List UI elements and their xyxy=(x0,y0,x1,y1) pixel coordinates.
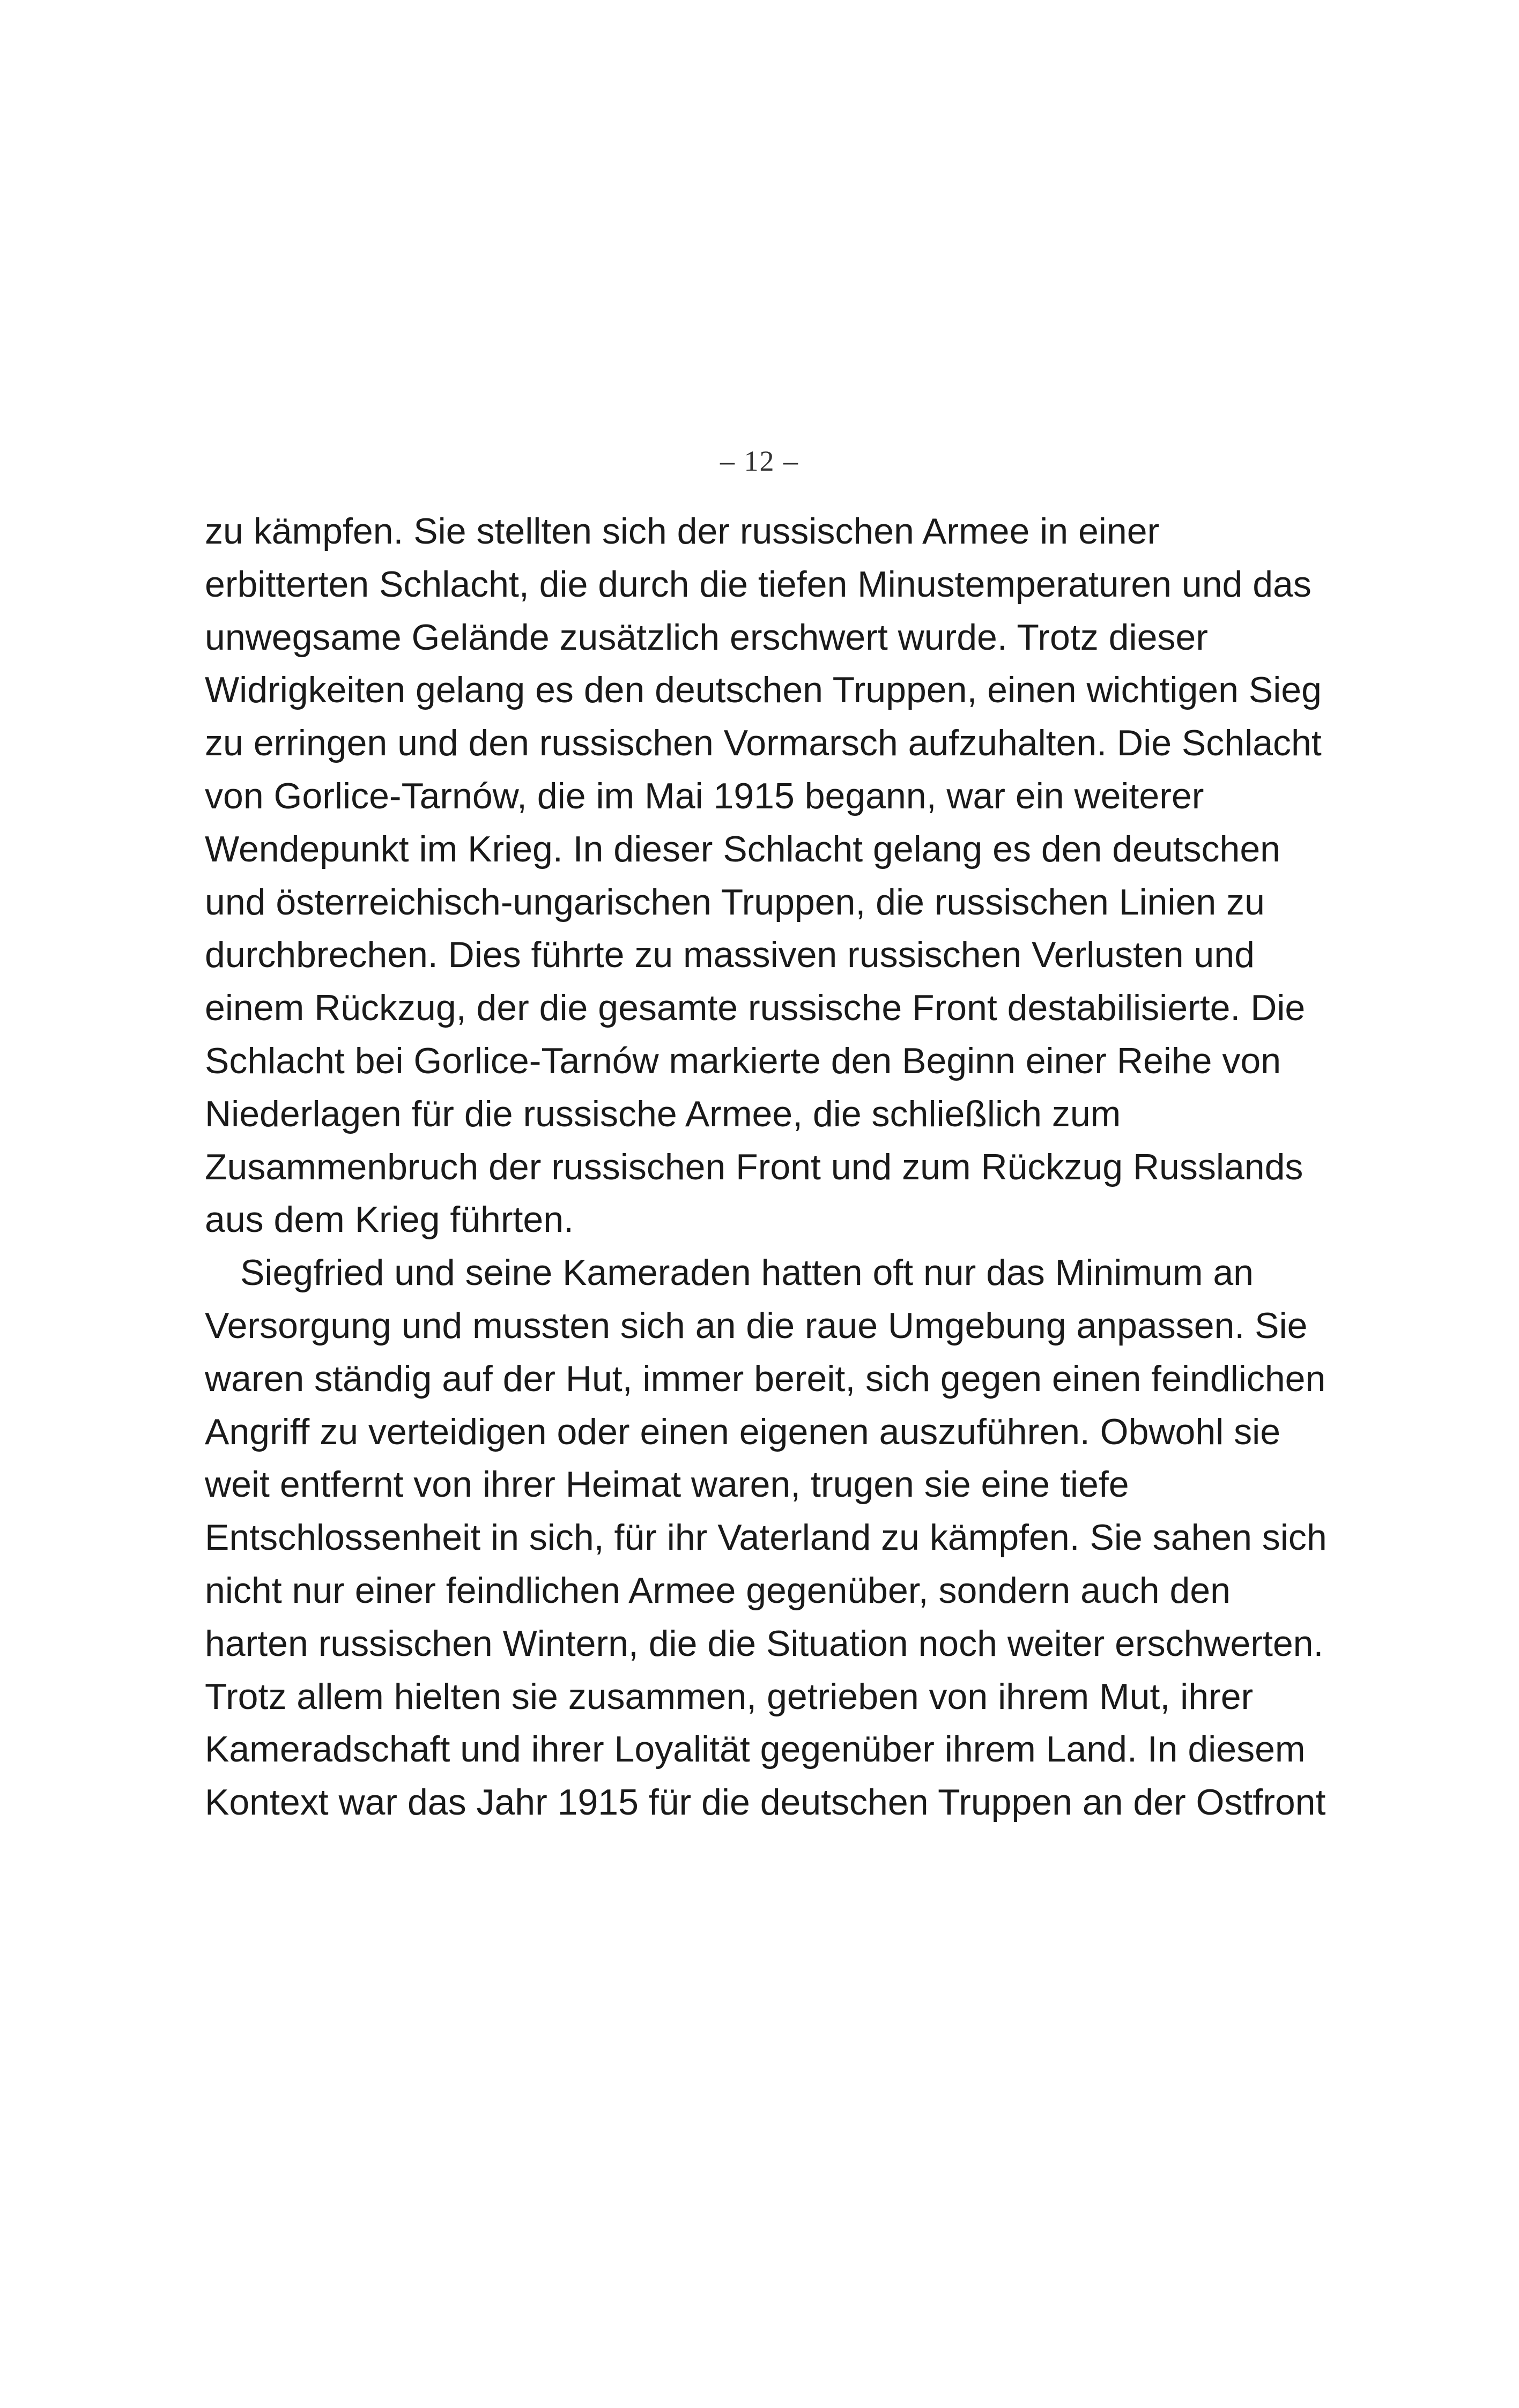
text-line: waren ständig auf der Hut, immer bereit, sich gegen einen feindlichen xyxy=(205,1358,1326,1399)
text-line: Zusammenbruch der russischen Front und zum Rückzug Russlands xyxy=(205,1146,1303,1187)
text-line: Trotz allem hielten sie zusammen, getrieben von ihrem Mut, ihrer xyxy=(205,1676,1254,1717)
text-line: Wendepunkt im Krieg. In dieser Schlacht gelang es den deutschen xyxy=(205,828,1280,869)
text-line: zu erringen und den russischen Vormarsch aufzuhalten. Die Schlacht xyxy=(205,723,1322,764)
paragraph-1 xyxy=(205,505,1321,1246)
text-line: Siegfried und seine Kameraden hatten oft nur das Minimum an xyxy=(240,1252,1254,1294)
text-line: Schlacht bei Gorlice-Tarnów markierte den Beginn einer Reihe von xyxy=(205,1040,1281,1081)
text-line: einem Rückzug, der die gesamte russische Front destabilisierte. Die xyxy=(205,987,1306,1029)
text-line: durchbrechen. Dies führte zu massiven russischen Verlusten und xyxy=(205,934,1255,976)
text-line: harten russischen Wintern, die die Situation noch weiter erschwerten. xyxy=(205,1623,1324,1664)
text-line: nicht nur einer feindlichen Armee gegenüber, sondern auch den xyxy=(205,1570,1231,1611)
text-line: Angriff zu verteidigen oder einen eigenen auszuführen. Obwohl sie xyxy=(205,1411,1281,1452)
page-number: – 12 – xyxy=(720,445,799,477)
text-line: Widrigkeiten gelang es den deutschen Truppen, einen wichtigen Sieg xyxy=(205,670,1322,711)
text-line: zu kämpfen. Sie stellten sich der russischen Armee in einer xyxy=(205,511,1160,552)
text-line: erbitterten Schlacht, die durch die tiefen Minustemperaturen und das xyxy=(205,563,1311,605)
body-text xyxy=(205,505,1327,1829)
text-line: aus dem Krieg führten. xyxy=(205,1199,574,1240)
text-line: Kontext war das Jahr 1915 für die deutschen Truppen an der Ostfront xyxy=(205,1782,1326,1823)
text-line: Entschlossenheit in sich, für ihr Vaterland zu kämpfen. Sie sahen sich xyxy=(205,1517,1327,1558)
text-line: Versorgung und mussten sich an die raue Umgebung anpassen. Sie xyxy=(205,1305,1308,1346)
text-line: Niederlagen für die russische Armee, die schließlich zum xyxy=(205,1093,1121,1134)
paragraph-2 xyxy=(205,1246,1327,1829)
text-line: weit entfernt von ihrer Heimat waren, trugen sie eine tiefe xyxy=(205,1464,1129,1505)
text-line: Kameradschaft und ihrer Loyalität gegenüber ihrem Land. In diesem xyxy=(205,1729,1306,1770)
text-line: und österreichisch-ungarischen Truppen, die russischen Linien zu xyxy=(205,881,1265,923)
text-line: von Gorlice-Tarnów, die im Mai 1915 begann, war ein weiterer xyxy=(205,775,1204,816)
text-line: unwegsame Gelände zusätzlich erschwert wurde. Trotz dieser xyxy=(205,616,1208,658)
